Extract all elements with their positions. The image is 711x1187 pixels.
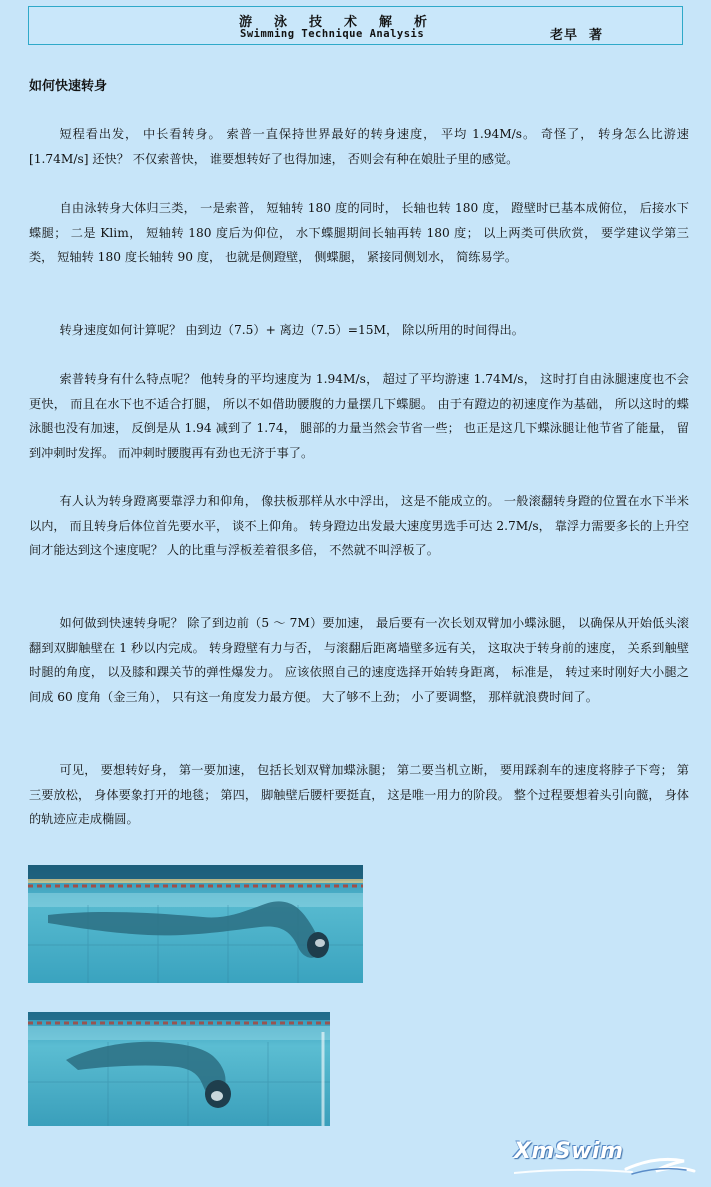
paragraph-5: 有人认为转身蹬离要靠浮力和仰角， 像扶板那样从水中浮出， 这是不能成立的。 一般滚翻转身蹬的位置在水下半米以内， 而且转身后体位首先要水平， 谈不上仰角。 转身蹬边出发最大速度男选手可达 2.7M/s， 靠浮力需要多长的上升空间才能达到这个速度呢？ 人的比重与浮板差着很多倍， 不然就不叫浮板了。 xyxy=(29,494,689,557)
paragraph-6: 如何做到快速转身呢？ 除了到边前（5 ～ 7M）要加速， 最后要有一次长划双臂加小蝶泳腿， 以确保从开始低头滚翻到双脚触壁在 1 秒以内完成。 转身蹬壁有力与否， 与滚翻后距离墙壁多远有关， 这取决于转身前的速度， 关系到触壁时腿的角度， 以及膝和踝关节的弹性爆发力。 应该依照自己的速度选择开始转身距离， 标准是， 转过来时刚好大小腿之间成 60 度角（金三角）， 只有这一角度发力最方便。 大了够不上劲； 小了要调整， 那样就浪费时间了。 xyxy=(29,616,689,704)
paragraph-1: 短程看出发， 中长看转身。 索普一直保持世界最好的转身速度， 平均 1.94M/s。 奇怪了， 转身怎么比游速 [1.74M/s] 还快？ 不仅索普快， 谁要想转好了也得加速， 否则会有种在娘肚子里的感觉。 xyxy=(29,127,689,166)
paragraph-3: 转身速度如何计算呢？ 由到边（7.5）+ 离边（7.5）=15M， 除以所用的时间得出。 xyxy=(59,323,524,337)
header-author: 老早 著 xyxy=(550,28,604,43)
paragraph-7: 可见， 要想转好身， 第一要加速， 包括长划双臂加蝶泳腿； 第二要当机立断， 要用踩刹车的速度将脖子下弯； 第三要放松， 身体要象打开的地毯； 第四， 脚触壁后腰杆要挺直， 这是唯一用力的阶段。 整个过程要想着头引向髋， 身体的轨迹应走成椭圆。 xyxy=(29,763,689,826)
swimmer-flip-turn-photo-1 xyxy=(28,865,363,983)
wave-swirl-icon xyxy=(514,1139,698,1179)
article-heading: 如何快速转身 xyxy=(29,79,108,94)
paragraph-2: 自由泳转身大体归三类， 一是索普， 短轴转 180 度的同时， 长轴也转 180 度， 蹬壁时已基本成俯位， 后接水下蝶腿； 二是 Klim， 短轴转 180 度后为仰位， 水下蝶腿期间长轴再转 180 度； 以上两类可供欣赏， 要学建议学第三类， 短轴转 180 度长轴转 90 度， 也就是侧蹬壁， 侧蝶腿， 紧接同侧划水， 简练易学。 xyxy=(29,201,689,264)
xmswim-logo xyxy=(514,1139,698,1179)
pool-scene-2 xyxy=(28,1012,330,1126)
article-header xyxy=(28,6,683,45)
pool-scene-1 xyxy=(28,865,363,983)
swimmer-flip-turn-photo-2 xyxy=(28,1012,330,1126)
paragraph-4: 索普转身有什么特点呢？ 他转身的平均速度为 1.94M/s， 超过了平均游速 1.74M/s， 这时打自由泳腿速度也不会更快， 而且在水下也不适合打腿， 所以不如借助腰腹的力量摆几下蝶腿。 由于有蹬边的初速度作为基础， 所以这时的蝶泳腿也没有加速， 反倒是从 1.94 减到了 1.74， 腿部的力量当然会节省一些； 也正是这几下蝶泳腿让他节省了能量， 留到冲刺时发挥。 而冲刺时腰腹再有劲也无济于事了。 xyxy=(29,372,689,460)
header-title-english: Swimming Technique Analysis xyxy=(240,28,425,40)
header-title-chinese: 游泳技术解析 xyxy=(239,15,450,30)
logo-text: XmSwim xyxy=(514,1139,624,1164)
